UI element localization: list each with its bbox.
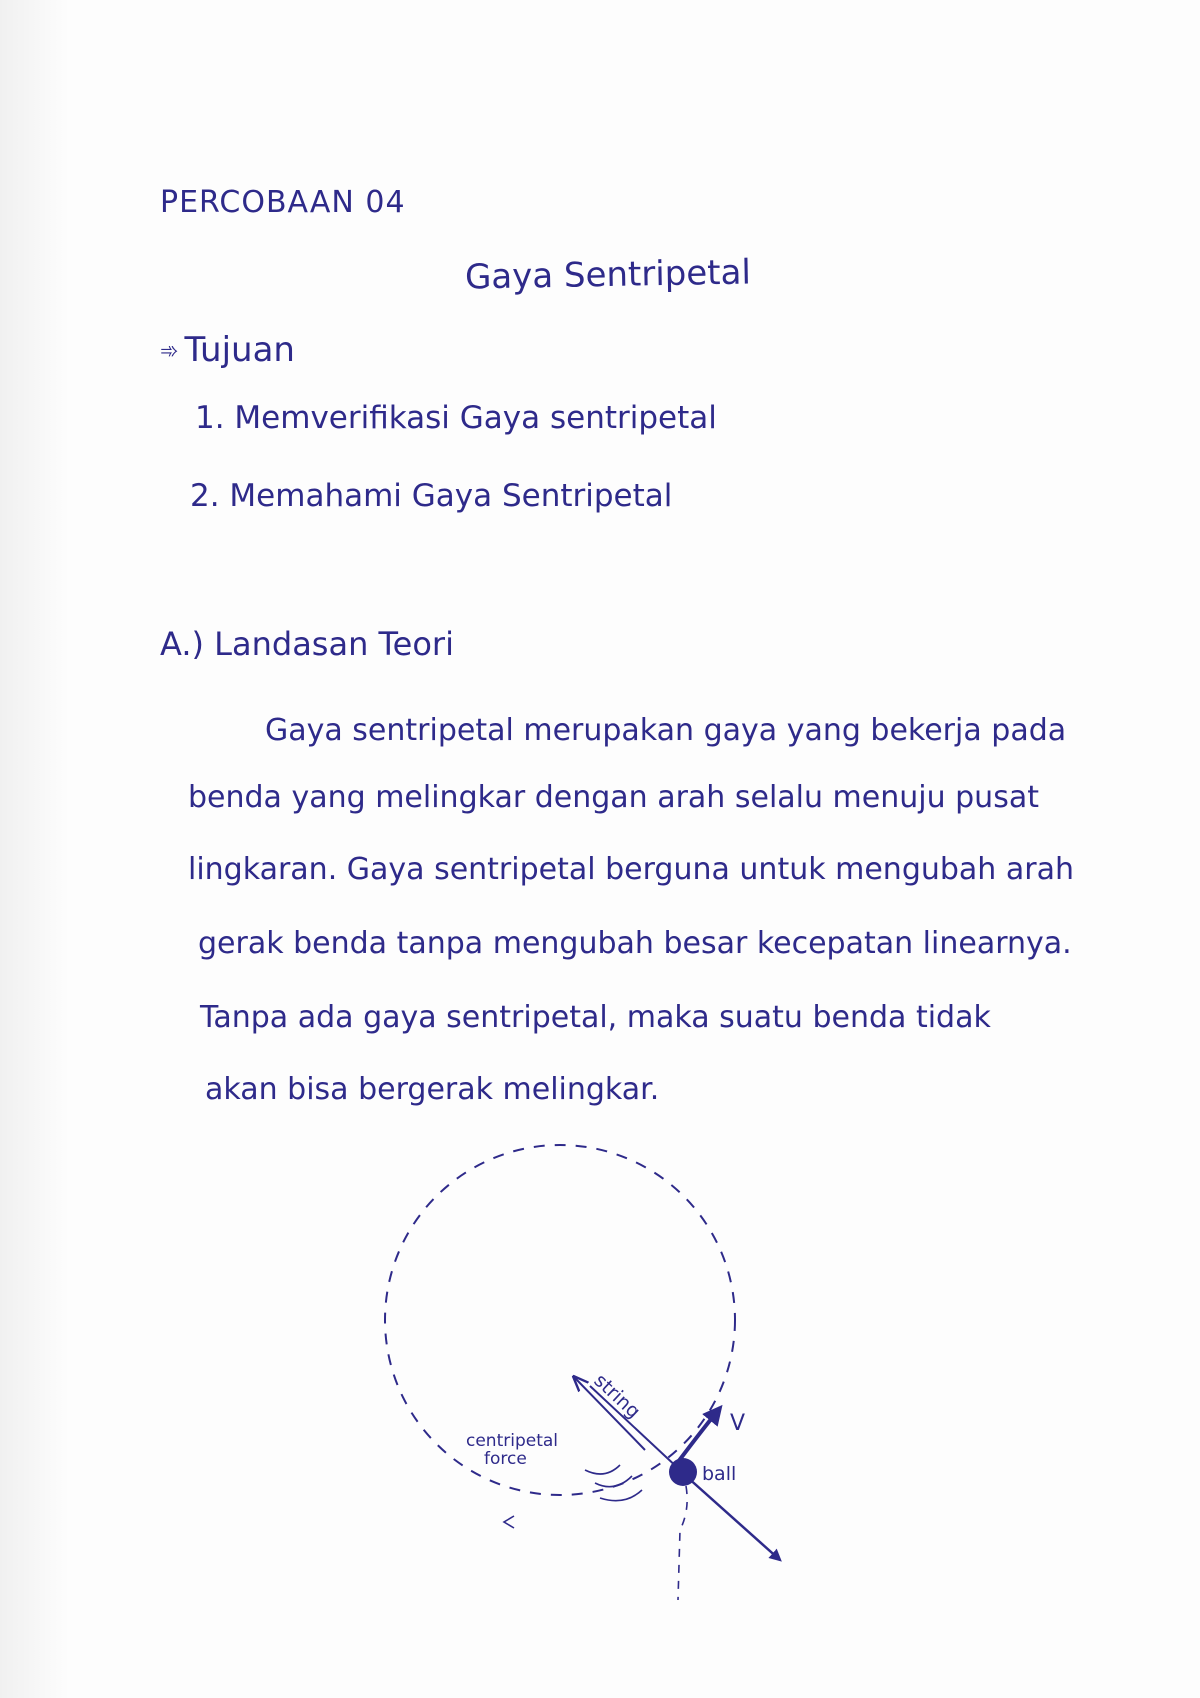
objective-item: 2. Memahami Gaya Sentripetal [190, 478, 673, 514]
theory-line: Tanpa ada gaya sentripetal, maka suatu benda tidak [200, 1000, 991, 1035]
motion-line [595, 1476, 632, 1487]
centripetal-diagram [380, 1130, 820, 1600]
bullet-arrow-icon: ➾ [160, 339, 179, 364]
centripetal-force-label: force [484, 1449, 527, 1469]
page-title: Gaya Sentripetal [464, 252, 752, 298]
string-label: string [589, 1369, 645, 1423]
diagram-svg [380, 1130, 820, 1600]
motion-line [585, 1465, 620, 1474]
experiment-number: PERCOBAAN 04 [160, 185, 406, 220]
objectives-heading [160, 330, 295, 370]
theory-line: gerak benda tanpa mengubah besar kecepatan linearnya. [198, 926, 1072, 961]
circular-path [385, 1145, 735, 1495]
theory-heading: A.) Landasan Teori [160, 625, 454, 663]
deflected-path [678, 1486, 687, 1600]
theory-line: Gaya sentripetal merupakan gaya yang bekerja pada [265, 713, 1067, 748]
page-edge-shadow [0, 0, 70, 1698]
theory-line: akan bisa bergerak melingkar. [205, 1072, 660, 1107]
theory-line: benda yang melingkar dengan arah selalu menuju pusat [188, 780, 1039, 815]
theory-line: lingkaran. Gaya sentripetal berguna untuk mengubah arah [188, 852, 1074, 887]
ball [669, 1458, 697, 1486]
motion-line [600, 1490, 642, 1501]
small-arrowhead [504, 1516, 514, 1528]
objective-item: 1. Memverifikasi Gaya sentripetal [195, 400, 717, 436]
velocity-label: V [730, 1411, 746, 1436]
ball-label: ball [702, 1463, 737, 1485]
outward-arrow [686, 1476, 780, 1560]
velocity-arrow [678, 1408, 720, 1462]
objectives-heading-text: Tujuan [184, 330, 295, 370]
centripetal-force-label: centripetal [466, 1431, 559, 1451]
